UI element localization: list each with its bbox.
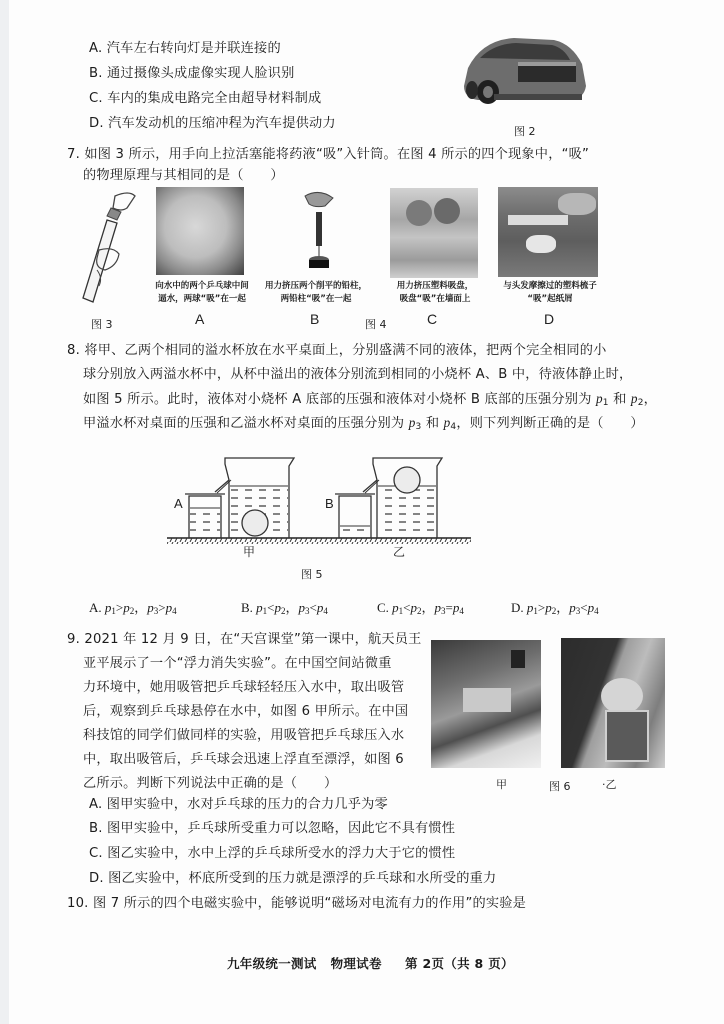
q10-stem-line1: 10. 图 7 所示的四个电磁实验中，能够说明“磁场对电流有力的作用”的实验是	[67, 896, 527, 911]
q9-stem-line6: 中，取出吸管后，乒乓球会迅速上浮直至漂浮，如图 6	[83, 752, 404, 767]
q7-stem-line2: 的物理原理与其相同的是（ ）	[83, 168, 284, 183]
figure-4a-letter: A	[195, 311, 205, 327]
beaker-b	[335, 494, 375, 538]
figure-6-caption: 图 6	[549, 780, 571, 793]
q9-stem-line7: 乙所示。判断下列说法中正确的是（ ）	[83, 776, 338, 791]
q8-stem-line2: 球分别放入两溢水杯中，从杯中溢出的液体分别流到相同的小烧杯 A、B 中，待液体静止时，	[83, 367, 633, 382]
figure-6-label-jia: 甲	[496, 778, 507, 791]
figure-2-caption: 图 2	[514, 125, 536, 138]
figure-3-caption: 图 3	[91, 318, 113, 331]
q9-option-a: A. 图甲实验中，水对乒乓球的压力的合力几乎为零	[89, 797, 388, 812]
page-footer	[227, 954, 514, 972]
q9-option-d: D. 图乙实验中，杯底所受到的压力就是漂浮的乒乓球和水所受的重力	[89, 871, 497, 886]
overflow-cup-yi	[363, 458, 442, 538]
footer-subject: 物理试卷	[330, 956, 382, 971]
beaker-a	[185, 494, 225, 538]
figure-4-caption: 图 4	[365, 318, 387, 331]
figure-6-yi-photo	[561, 638, 665, 768]
ball-yi	[394, 467, 420, 493]
q8-choice-b: B. $p_1<p_2$，$p_3<p_4$	[241, 600, 328, 616]
figure-4b-lead-cylinders-drawing	[299, 190, 339, 272]
figure-6-label-yi: ·乙	[602, 778, 617, 791]
q6-option-a: A. 汽车左右转向灯是并联连接的	[89, 41, 281, 56]
figure-4c-caption: 用力挤压塑料吸盘， 吸盘“吸”在墙面上	[396, 281, 474, 304]
figure-5-label-jia: 甲	[243, 545, 256, 559]
figure-4d-letter: D	[544, 311, 555, 327]
q6-option-d: D. 汽车发动机的压缩冲程为汽车提供动力	[89, 116, 336, 131]
figure-5-label-a: A	[174, 496, 183, 511]
figure-4d-caption: 与头发摩擦过的塑料梳子 “吸”起纸屑	[503, 281, 597, 304]
q7-stem-line1: 7. 如图 3 所示，用手向上拉活塞能将药液“吸”入针筒。在图 4 所示的四个现象中，“吸”	[67, 147, 590, 162]
footer-page-number: 第 2页（共 8 页）	[405, 956, 514, 971]
q9-stem-line2: 亚平展示了一个“浮力消失实验”。在中国空间站微重	[83, 656, 392, 671]
q9-option-c: C. 图乙实验中，水中上浮的乒乓球所受水的浮力大于它的惯性	[89, 846, 456, 861]
q9-stem-line4: 后，观察到乒乓球悬停在水中，如图 6 甲所示。在中国	[83, 704, 409, 719]
q6-option-c: C. 车内的集成电路完全由超导材料制成	[89, 91, 322, 106]
figure-4a-caption: 向水中的两个乒乓球中间 逼水，两球“吸”在一起	[155, 281, 249, 304]
q9-stem-line5: 科技馆的同学们做同样的实验，用吸管把乒乓球压入水	[83, 728, 405, 743]
q6-option-b: B. 通过摄像头成虚像实现人脸识别	[89, 66, 295, 81]
q8-stem-line3: 如图 5 所示。此时，液体对小烧杯 A 底部的压强和液体对小烧杯 B 底部的压强分别为 $p_1$ 和 $p_2$，	[83, 391, 658, 408]
figure-5-overflow-cups-diagram	[159, 446, 489, 546]
ball-jia	[242, 510, 268, 536]
exam-page	[9, 0, 724, 1024]
figure-4b-caption: 用力挤压两个削平的铅柱， 两铅柱“吸”在一起	[264, 281, 367, 304]
q8-choice-d: D. $p_1>p_2$，$p_3<p_4$	[511, 600, 599, 616]
q8-stem-line1: 8. 将甲、乙两个相同的溢水杯放在水平桌面上，分别盛满不同的液体，把两个完全相同的小	[67, 343, 607, 358]
figure-5-label-b: B	[325, 496, 334, 511]
figure-4c-photo	[390, 188, 478, 278]
overflow-cup-jia	[215, 458, 294, 538]
q9-option-b: B. 图甲实验中，乒乓球所受重力可以忽略，因此它不具有惯性	[89, 821, 456, 836]
figure-3-syringe-drawing	[77, 190, 147, 308]
figure-2-car-photo	[454, 28, 594, 110]
figure-4d-photo	[498, 187, 598, 277]
figure-5-caption: 图 5	[301, 568, 323, 581]
figure-4b-letter: B	[310, 311, 320, 327]
q9-stem-line3: 力环境中，她用吸管把乒乓球轻轻压入水中，取出吸管	[83, 680, 405, 695]
figure-5-label-yi: 乙	[393, 545, 406, 559]
figure-4a-photo	[156, 187, 244, 275]
q9-stem-line1: 9. 2021 年 12 月 9 日，在“天宫课堂”第一课中，航天员王	[67, 632, 422, 647]
figure-6-jia-photo	[431, 640, 541, 768]
footer-exam-name: 九年级统一测试	[227, 956, 317, 971]
q8-choice-c: C. $p_1<p_2$，$p_3=p_4$	[377, 600, 464, 616]
q8-stem-line4: 甲溢水杯对桌面的压强和乙溢水杯对桌面的压强分别为 $p_3$ 和 $p_4$，则下列判断正确的是（ ）	[83, 415, 644, 432]
figure-4c-letter: C	[427, 311, 438, 327]
q8-choice-a: A. $p_1>p_2$，$p_3>p_4$	[89, 600, 177, 616]
